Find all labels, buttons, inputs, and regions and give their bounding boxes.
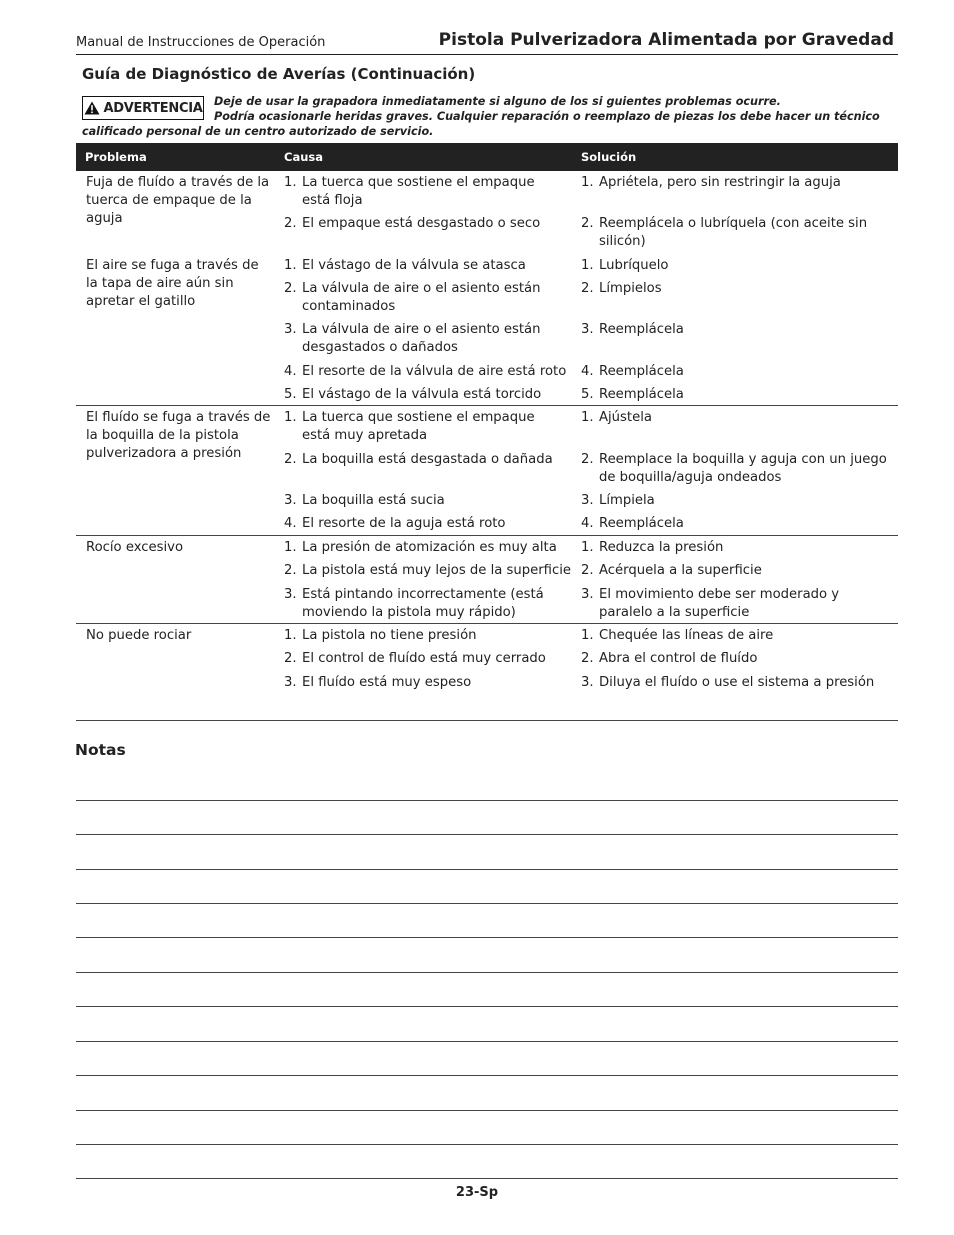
cause-item: 4. El resorte de la válvula de aire está roto <box>284 364 567 379</box>
row-divider <box>76 535 898 536</box>
notes-title: Notas <box>75 741 126 759</box>
solution-item: 3. El movimiento debe ser moderado y paralelo a la superficie <box>581 587 840 620</box>
solution-item: 1. Lubríquelo <box>581 258 669 273</box>
solution-item: 1. Ajústela <box>581 410 652 425</box>
cause-item: 3. La boquilla está sucia <box>284 493 445 508</box>
cause-item: 1. La tuerca que sostiene el empaque está muy apretada <box>284 410 535 443</box>
cause-item: 2. La boquilla está desgastada o dañada <box>284 452 553 467</box>
note-line <box>76 1110 898 1111</box>
section-title: Guía de Diagnóstico de Averías (Continuación) <box>82 65 476 83</box>
problem-cell: Rocío excesivo <box>86 540 184 555</box>
warning-line: Podría ocasionarle heridas graves. Cualquier reparación o reemplazo de piezas los debe hacer un técnico <box>214 110 880 123</box>
warning-line: calificado personal de un centro autorizado de servicio. <box>82 125 434 138</box>
note-line <box>76 1144 898 1145</box>
column-header-problem: Problema <box>85 150 147 164</box>
cause-item: 2. El empaque está desgastado o seco <box>284 216 541 231</box>
note-line <box>76 1178 898 1179</box>
note-line <box>76 972 898 973</box>
solution-item: 3. Límpiela <box>581 493 655 508</box>
cause-item: 4. El resorte de la aguja está roto <box>284 516 506 531</box>
note-line <box>76 800 898 801</box>
solution-item: 4. Reemplácela <box>581 364 684 379</box>
cause-item: 2. La válvula de aire o el asiento están contaminados <box>284 281 541 314</box>
column-header-solution: Solución <box>581 150 637 164</box>
solution-item: 2. Abra el control de fluído <box>581 651 758 666</box>
solution-item: 2. Límpielos <box>581 281 662 296</box>
solution-item: 3. Diluya el fluído o use el sistema a presión <box>581 675 875 690</box>
page-header <box>76 28 898 55</box>
solution-item: 2. Reemplácela o lubríquela (con aceite sin silicón) <box>581 216 868 249</box>
solution-item: 2. Reemplace la boquilla y aguja con un juego de boquilla/aguja ondeados <box>581 452 887 485</box>
manual-title: Manual de Instrucciones de Operación <box>76 35 326 50</box>
cause-item: 1. El vástago de la válvula se atasca <box>284 258 526 273</box>
solution-item: 4. Reemplácela <box>581 516 684 531</box>
note-line <box>76 1075 898 1076</box>
cause-item: 3. La válvula de aire o el asiento están desgastados o dañados <box>284 322 541 355</box>
problem-cell: El aire se fuga a través de la tapa de aire aún sin apretar el gatillo <box>86 258 259 309</box>
table-header <box>76 143 898 171</box>
problem-cell: No puede rociar <box>86 628 192 643</box>
cause-item: 2. El control de fluído está muy cerrado <box>284 651 546 666</box>
row-divider <box>76 405 898 406</box>
problem-cell: Fuja de fluído a través de la tuerca de empaque de la aguja <box>86 175 270 226</box>
product-title: Pistola Pulverizadora Alimentada por Gravedad <box>438 30 894 50</box>
note-line <box>76 903 898 904</box>
cause-item: 1. La pistola no tiene presión <box>284 628 477 643</box>
cause-item: 1. La tuerca que sostiene el empaque está floja <box>284 175 535 208</box>
column-header-cause: Causa <box>284 150 323 164</box>
problem-cell: El fluído se fuga a través de la boquilla de la pistola pulverizadora a presión <box>86 410 271 461</box>
note-line <box>76 1041 898 1042</box>
row-divider <box>76 623 898 624</box>
solution-item: 5. Reemplácela <box>581 387 684 402</box>
cause-item: 1. La presión de atomización es muy alta <box>284 540 557 555</box>
solution-item: 3. Reemplácela <box>581 322 684 337</box>
warning-triangle-icon <box>84 101 100 115</box>
warning-text <box>214 94 894 124</box>
note-line <box>76 869 898 870</box>
cause-item: 2. La pistola está muy lejos de la superficie <box>284 563 571 578</box>
cause-item: 3. Está pintando incorrectamente (está moviendo la pistola muy rápido) <box>284 587 544 620</box>
warning-badge <box>82 96 204 120</box>
warning-label: ADVERTENCIA <box>103 100 203 116</box>
page-number: 23-Sp <box>455 1185 499 1200</box>
solution-item: 2. Acérquela a la superficie <box>581 563 762 578</box>
solution-item: 1. Reduzca la presión <box>581 540 724 555</box>
solution-item: 1. Apriétela, pero sin restringir la aguja <box>581 175 841 190</box>
table-bottom-border <box>76 720 898 721</box>
solution-item: 1. Chequée las líneas de aire <box>581 628 774 643</box>
warning-line: Deje de usar la grapadora inmediatamente si alguno de los si guientes problemas ocurre. <box>214 95 781 108</box>
note-line <box>76 834 898 835</box>
cause-item: 3. El fluído está muy espeso <box>284 675 472 690</box>
cause-item: 5. El vástago de la válvula está torcido <box>284 387 542 402</box>
note-line <box>76 1006 898 1007</box>
note-line <box>76 937 898 938</box>
